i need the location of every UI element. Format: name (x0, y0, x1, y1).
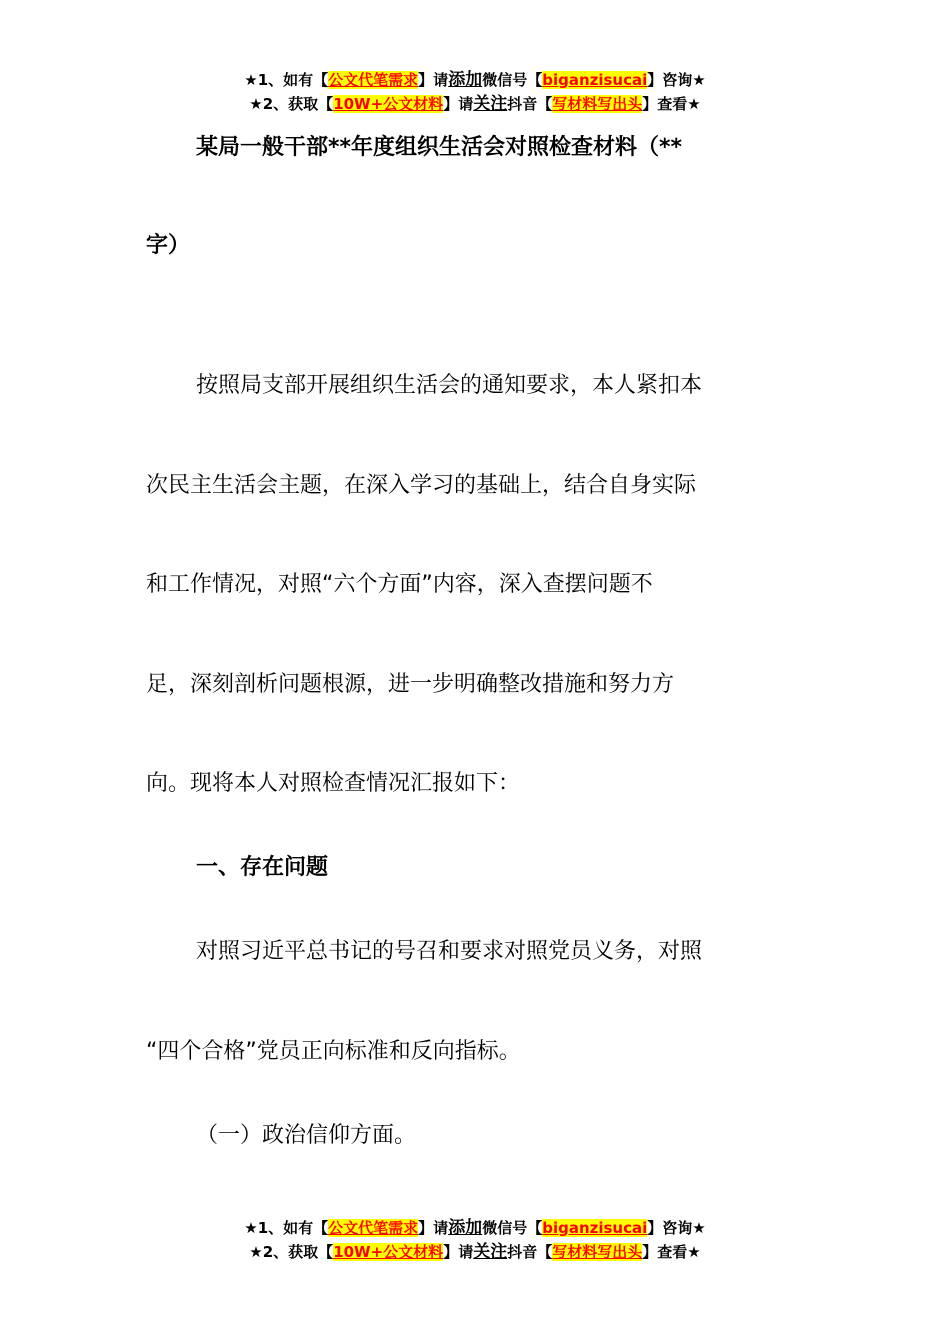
banner-line-1: ★1、如有【公文代笔需求】请添加微信号【biganzisucai】咨询★ (244, 70, 706, 90)
paragraph-line: 和工作情况，对照“六个方面”内容，深入查摆问题不 (146, 572, 653, 597)
paragraph-line: 足，深刻剖析问题根源，进一步明确整改措施和努力方 (146, 672, 675, 697)
subsection-heading: （一）政治信仰方面。 (196, 1123, 417, 1148)
paragraph-line: 按照局支部开展组织生活会的通知要求，本人紧扣本 (196, 373, 703, 398)
header-banner (0, 68, 950, 116)
banner-line-2: ★2、获取【10W+公文材料】请关注抖音【写材料写出头】查看★ (249, 1242, 701, 1262)
footer-banner (0, 1216, 950, 1264)
document-title-line-1: 某局一般干部**年度组织生活会对照检查材料（** (196, 135, 683, 160)
wechat-id: biganzisucai (542, 71, 648, 89)
highlight-service: 公文代笔需求 (328, 71, 419, 89)
highlight-materials: 10W+公文材料 (333, 95, 444, 113)
banner-line-2: ★2、获取【10W+公文材料】请关注抖音【写材料写出头】查看★ (249, 94, 701, 114)
douyin-account: 写材料写出头 (552, 95, 643, 113)
document-title-line-2: 字） (146, 233, 191, 258)
highlight-service: 公文代笔需求 (328, 1219, 419, 1237)
douyin-account: 写材料写出头 (552, 1243, 643, 1261)
banner-line-1: ★1、如有【公文代笔需求】请添加微信号【biganzisucai】咨询★ (244, 1218, 706, 1238)
paragraph-line: 对照习近平总书记的号召和要求对照党员义务，对照 (196, 939, 703, 964)
section-heading: 一、存在问题 (196, 855, 329, 880)
wechat-id: biganzisucai (542, 1219, 648, 1237)
paragraph-line: “四个合格”党员正向标准和反向指标。 (146, 1039, 521, 1064)
highlight-materials: 10W+公文材料 (333, 1243, 444, 1261)
paragraph-line: 次民主生活会主题，在深入学习的基础上，结合自身实际 (146, 473, 697, 498)
paragraph-line: 向。现将本人对照检查情况汇报如下： (146, 771, 521, 796)
